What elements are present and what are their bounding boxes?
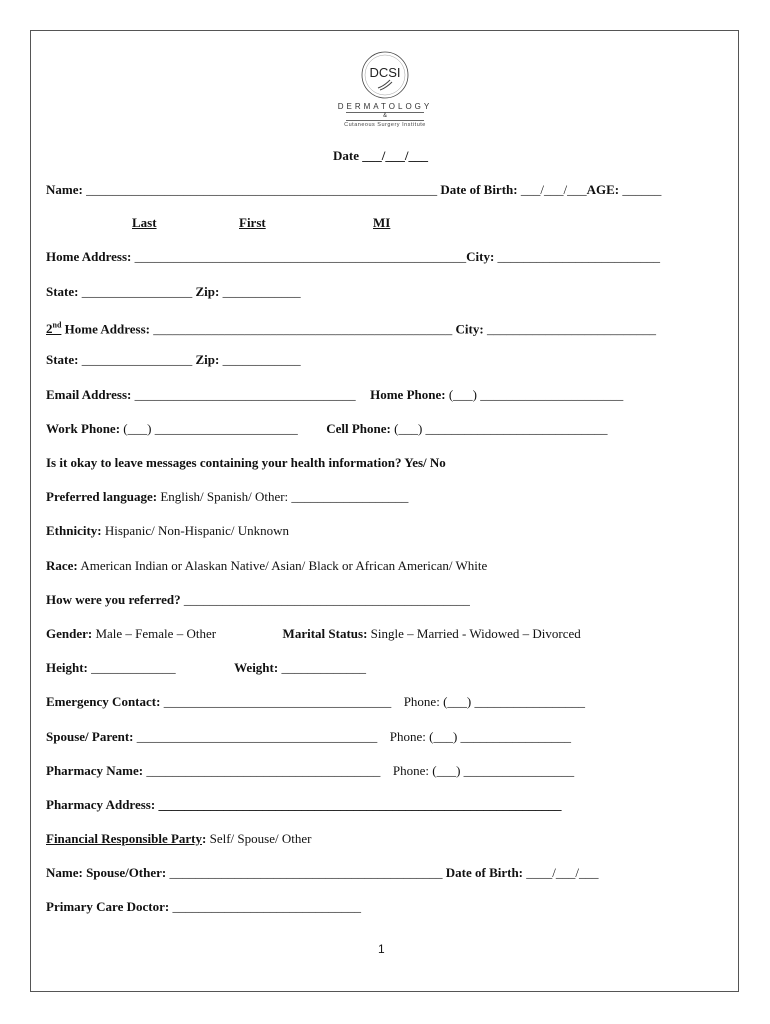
ethnicity-row (46, 523, 289, 539)
financial-party-colon: : (202, 831, 207, 846)
emergency-contact-row (46, 694, 585, 710)
state-field[interactable]: _________________ (81, 284, 193, 299)
email-field[interactable]: __________________________________ (134, 387, 356, 402)
email-row (46, 387, 623, 403)
home-address-row (46, 249, 660, 265)
home-address-field[interactable]: ___________________________________________________ (134, 249, 467, 264)
state-label-2: State: (46, 352, 79, 367)
emergency-contact-label: Emergency Contact: (46, 694, 161, 709)
work-phone-row (46, 421, 608, 437)
svg-text:DCSI: DCSI (369, 65, 401, 80)
second-city-label: City: (455, 321, 484, 337)
second-address-field[interactable]: ______________________________________________ (153, 321, 453, 337)
ethnicity-label: Ethnicity: (46, 523, 102, 538)
spouse-parent-row (46, 729, 571, 745)
zip-label-2: Zip: (195, 352, 220, 367)
financial-name-label: Name: Spouse/Other: (46, 865, 167, 880)
financial-party-row (46, 831, 311, 847)
primary-care-label: Primary Care Doctor: (46, 899, 170, 914)
financial-dob-field[interactable]: ____/___/___ (526, 865, 599, 880)
referred-label: How were you referred? (46, 592, 181, 607)
state-zip-row-2 (46, 352, 301, 368)
height-label: Height: (46, 660, 88, 675)
logo-amp: & (346, 112, 424, 121)
home-address-label: Home Address: (46, 249, 132, 264)
pharmacy-name-field[interactable]: ____________________________________ (146, 763, 381, 778)
language-row (46, 489, 408, 505)
name-label: Name: (46, 182, 83, 197)
date-row (333, 148, 428, 164)
name-row (46, 182, 661, 198)
state-label: State: (46, 284, 79, 299)
age-label: AGE: (586, 182, 620, 197)
financial-party-options[interactable]: Self/ Spouse/ Other (209, 831, 312, 846)
dob-label: Date of Birth: (440, 182, 518, 197)
cell-phone-label: Cell Phone: (326, 421, 391, 436)
state-field-2[interactable]: _________________ (81, 352, 193, 367)
height-field[interactable]: _____________ (91, 660, 176, 675)
name-parts-row (132, 215, 390, 231)
gender-label: Gender: (46, 626, 93, 641)
pharmacy-address-field[interactable]: ______________________________________________________________ (158, 797, 562, 812)
pharmacy-name-label: Pharmacy Name: (46, 763, 144, 778)
city-field[interactable]: _________________________ (497, 249, 661, 264)
primary-care-row (46, 899, 361, 915)
second-address-row (46, 318, 656, 337)
language-label: Preferred language: (46, 489, 158, 504)
logo-name: DERMATOLOGY (337, 102, 433, 111)
messages-question: Is it okay to leave messages containing your health information? (46, 455, 402, 470)
pharmacy-phone-label: Phone: (392, 763, 429, 778)
messages-answer[interactable]: Yes/ No (404, 455, 446, 470)
spouse-parent-label: Spouse/ Parent: (46, 729, 134, 744)
cell-phone-field[interactable]: (___) ____________________________ (394, 421, 608, 436)
language-options[interactable]: English/ Spanish/ Other: (160, 489, 289, 504)
name-field[interactable]: ______________________________________________________ (86, 182, 438, 197)
financial-dob-label: Date of Birth: (445, 865, 524, 880)
referred-row (46, 592, 470, 608)
pharmacy-address-row (46, 797, 561, 813)
page-number: 1 (378, 942, 385, 956)
city-label: City: (466, 249, 495, 264)
dob-field[interactable]: ___/___/___ (520, 182, 587, 197)
language-other-field[interactable]: __________________ (291, 489, 409, 504)
financial-name-row (46, 865, 599, 881)
date-field[interactable]: ___/___/___ (362, 148, 428, 163)
page-frame (30, 30, 739, 992)
marital-status-label: Marital Status: (282, 626, 368, 641)
referred-field[interactable]: ____________________________________________ (183, 592, 470, 607)
second-address-prefix: 2nd (46, 321, 62, 337)
pharmacy-phone-field[interactable]: (___) _________________ (432, 763, 575, 778)
gender-row (46, 626, 581, 642)
messages-row (46, 455, 446, 471)
work-phone-field[interactable]: (___) ______________________ (123, 421, 298, 436)
email-label: Email Address: (46, 387, 132, 402)
spouse-phone-field[interactable]: (___) _________________ (429, 729, 572, 744)
height-weight-row (46, 660, 366, 676)
age-field[interactable]: ______ (622, 182, 662, 197)
weight-label: Weight: (234, 660, 279, 675)
dcsi-logo (330, 50, 440, 132)
spouse-parent-field[interactable]: _____________________________________ (136, 729, 378, 744)
date-label: Date (333, 148, 359, 163)
home-phone-label: Home Phone: (370, 387, 446, 402)
second-address-label: Home Address: (64, 321, 151, 337)
middle-initial-label: MI (373, 215, 391, 230)
pharmacy-row (46, 763, 574, 779)
primary-care-field[interactable]: _____________________________ (172, 899, 361, 914)
state-zip-row (46, 284, 301, 300)
gender-options[interactable]: Male – Female – Other (95, 626, 217, 641)
zip-field-2[interactable]: ____________ (222, 352, 301, 367)
work-phone-label: Work Phone: (46, 421, 121, 436)
weight-field[interactable]: _____________ (281, 660, 366, 675)
financial-name-field[interactable]: __________________________________________ (169, 865, 443, 880)
second-city-field[interactable]: __________________________ (486, 321, 656, 337)
financial-party-label: Financial Responsible Party (46, 831, 203, 846)
logo-subtitle: Cutaneous Surgery Institute (344, 122, 426, 128)
emergency-contact-field[interactable]: ___________________________________ (163, 694, 392, 709)
race-row (46, 558, 487, 574)
first-name-label: First (239, 215, 266, 230)
emergency-phone-field[interactable]: (___) _________________ (443, 694, 585, 709)
dcsi-logo-mark (360, 50, 410, 100)
ethnicity-options[interactable]: Hispanic/ Non-Hispanic/ Unknown (104, 523, 290, 538)
race-label: Race: (46, 558, 78, 573)
zip-label: Zip: (195, 284, 220, 299)
home-phone-field[interactable]: (___) ______________________ (448, 387, 624, 402)
spouse-phone-label: Phone: (389, 729, 426, 744)
last-name-label: Last (132, 215, 157, 230)
race-options[interactable]: American Indian or Alaskan Native/ Asian/ Black or African American/ White (80, 558, 488, 573)
zip-field[interactable]: ____________ (222, 284, 301, 299)
pharmacy-address-label: Pharmacy Address: (46, 797, 156, 812)
emergency-phone-label: Phone: (403, 694, 440, 709)
marital-status-options[interactable]: Single – Married - Widowed – Divorced (370, 626, 581, 641)
